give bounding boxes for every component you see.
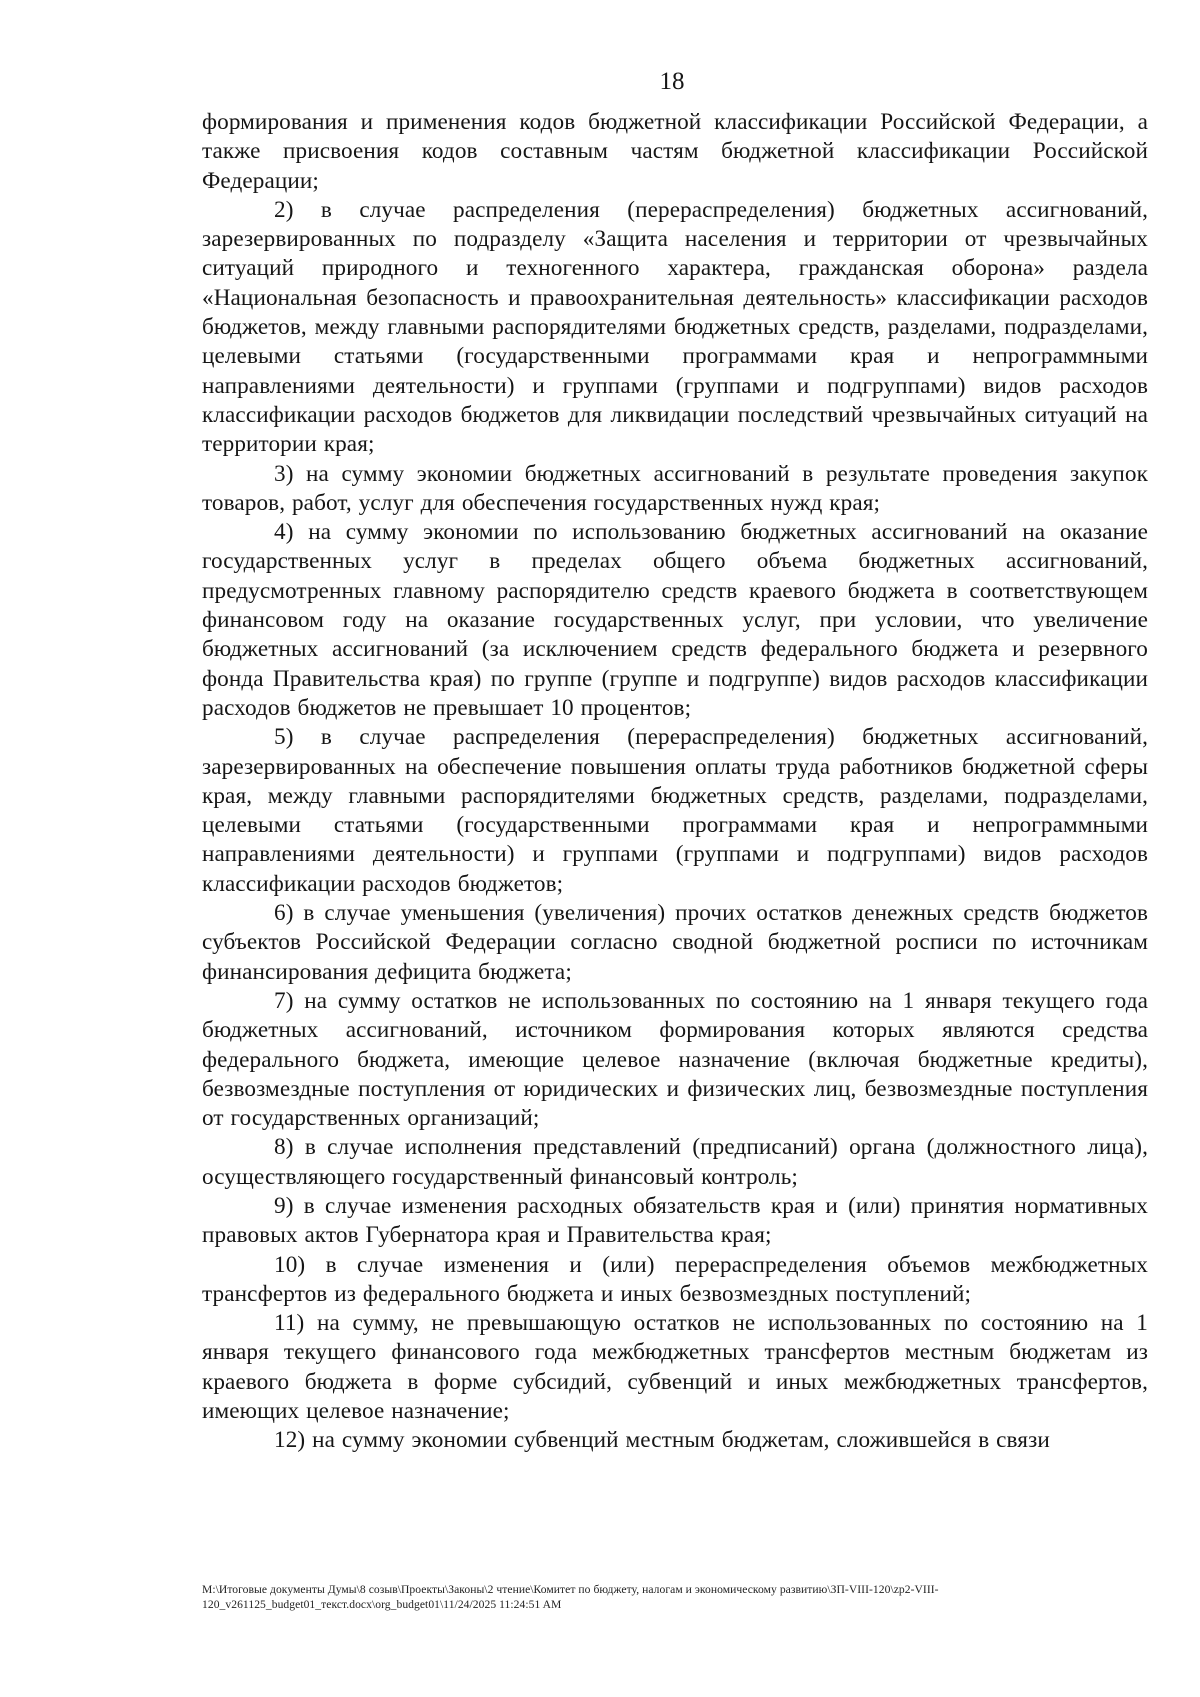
paragraph-item-6: 6) в случае уменьшения (увеличения) прочих остатков денежных средств бюджетов субъектов Российской Федерации согласно сводной бюджетной росписи по источникам финансирования дефицита бюджета; (202, 900, 1148, 985)
paragraph-item-11: 11) на сумму, не превышающую остатков не использованных по состоянию на 1 января текущего финансового года межбюджетных трансфертов местным бюджетам из краевого бюджета в форме субсидий, субвенций и иных межбюджетных трансфертов, имеющих целевое назначение; (202, 1310, 1148, 1425)
paragraph-item-9: 9) в случае изменения расходных обязательств края и (или) принятия нормативных правовых актов Губернатора края и Правительства края; (202, 1192, 1148, 1249)
paragraph-item-5: 5) в случае распределения (перераспределения) бюджетных ассигнований, зарезервированных на обеспечение повышения оплаты труда работников бюджетной сферы края, между главными распорядителями бюджетных средств, разделами, подразделами, целевыми статьями (государственными программами края и непрограммными направлениями деятельности) и группами (группами и подгруппами) видов расходов классификации расходов бюджетов; (202, 724, 1148, 897)
paragraph-item-4: 4) на сумму экономии по использованию бюджетных ассигнований на оказание государственных услуг в пределах общего объема бюджетных ассигнований, предусмотренных главному распорядителю средств краевого бюджета в соответствующем финансовом году на оказание государственных услуг, при условии, что увеличение бюджетных ассигнований (за исключением средств федерального бюджета и резервного фонда Правительства края) по группе (группе и подгруппе) видов расходов классификации расходов бюджетов не превышает 10 процентов; (202, 519, 1148, 721)
paragraph-item-2: 2) в случае распределения (перераспределения) бюджетных ассигнований, зарезервированных по подразделу «Защита населения и территории от чрезвычайных ситуаций природного и техногенного характера, гражданская оборона» раздела «Национальная безопасность и правоохранительная деятельность» классификации расходов бюджетов, между главными распорядителями бюджетных средств, разделами, подразделами, целевыми статьями (государственными программами края и непрограммными направлениями деятельности) и группами (группами и подгруппами) видов расходов классификации расходов бюджетов для ликвидации последствий чрезвычайных ситуаций на территории края; (202, 196, 1148, 458)
page-number: 18 (659, 68, 685, 95)
paragraph-item-12: 12) на сумму экономии субвенций местным бюджетам, сложившейся в связи (274, 1427, 1050, 1454)
paragraph-item-3: 3) на сумму экономии бюджетных ассигнований в результате проведения закупок товаров, работ, услуг для обеспечения государственных нужд края; (202, 460, 1148, 516)
paragraph-item-8: 8) в случае исполнения представлений (предписаний) органа (должностного лица), осуществляющего государственный финансовый контроль; (202, 1134, 1148, 1190)
paragraph-item-10: 10) в случае изменения и (или) перераспределения объемов межбюджетных трансфертов из федерального бюджета и иных безвозмездных поступлений; (202, 1251, 1148, 1307)
paragraph-item-7: 7) на сумму остатков не использованных по состоянию на 1 января текущего года бюджетных ассигнований, источником формирования которых являются средства федерального бюджета, имеющие целевое назначение (включая бюджетные кредиты), безвозмездные поступления от юридических и физических лиц, безвозмездные поступления от государственных организаций; (202, 987, 1148, 1132)
paragraph-continuation: формирования и применения кодов бюджетной классификации Российской Федерации, а также присвоения кодов составным частям бюджетной классификации Российской Федерации; (202, 109, 1148, 194)
document-body (202, 108, 1148, 1456)
file-path-footer: M:\Итоговые документы Думы\8 созыв\Проекты\Законы\2 чтение\Комитет по бюджету, налогам и экономическому развитию\ЗП-VIII-120\zp2-VIII-120_v261125_budget01_текст.docx\org_budget01\11/24/2025 11:24:51 AM (202, 1583, 939, 1611)
